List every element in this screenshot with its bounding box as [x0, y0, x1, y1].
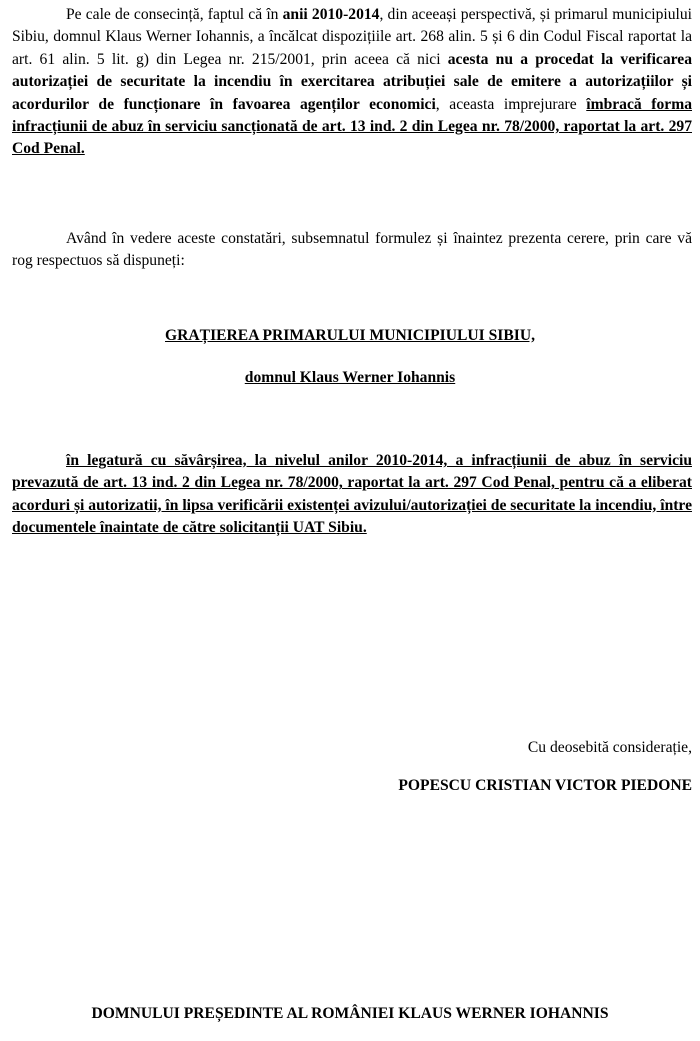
- heading-name: domnul Klaus Werner Iohannis: [244, 369, 456, 386]
- text-segment: , aceasta imprejurare: [435, 95, 587, 113]
- paragraph-findings: [12, 4, 692, 161]
- paragraph-request: Având în vedere aceste constatări, subsemnatul formulez și înaintez prezenta cerere, prin care vă rog respectuos să dispuneți:: [12, 230, 692, 270]
- text-bold-finding: acesta nu a procedat la verificarea autorizației de securitate la incendiu în exercitarea atribuției sale de emitere a autorizațiilor și acordurilor de funcționare în favoarea agenților economici: [12, 50, 692, 113]
- closing-salutation: Cu deosebită considerație,: [527, 739, 692, 756]
- text-bold-years: anii 2010-2014: [282, 6, 380, 23]
- text-segment: Pe cale de consecință, faptul că în: [66, 6, 283, 23]
- text-bold-underlined-offense: îmbracă forma infracțiunii de abuz în serviciu sancționată de art. 13 ind. 2 din Legea nr. 78/2000, raportat la art. 297 Cod Penal.: [12, 95, 692, 158]
- signature-name: POPESCU CRISTIAN VICTOR PIEDONE: [398, 777, 692, 794]
- addressee-line: DOMNULUI PREȘEDINTE AL ROMÂNIEI KLAUS WERNER IOHANNIS: [91, 1005, 609, 1022]
- paragraph-offense-details: în legatură cu săvârșirea, la nivelul anilor 2010-2014, a infracțiunii de abuz în serviciu prevazută de art. 13 ind. 2 din Legea nr. 78/2000, raportat la art. 297 Cod Penal, pentru că a eliberat acorduri și autorizatii, în lipsa verificării existenței avizului/autorizației de securitate la incendiu, între documentele înaintate de către solicitanții UAT Sibiu.: [12, 452, 692, 537]
- text-segment: , din aceeași perspectivă, și primarul municipiului Sibiu, domnul Klaus Werner Iohannis, a încălcat dispozițiile art. 268 alin. 5 și 6 din Codul Fiscal raportat la art. 61 alin. 5 lit. g) din Legea nr. 215/2001, prin aceea că nici: [12, 6, 692, 68]
- heading-pardon: GRAȚIEREA PRIMARULUI MUNICIPIULUI SIBIU,: [165, 327, 535, 344]
